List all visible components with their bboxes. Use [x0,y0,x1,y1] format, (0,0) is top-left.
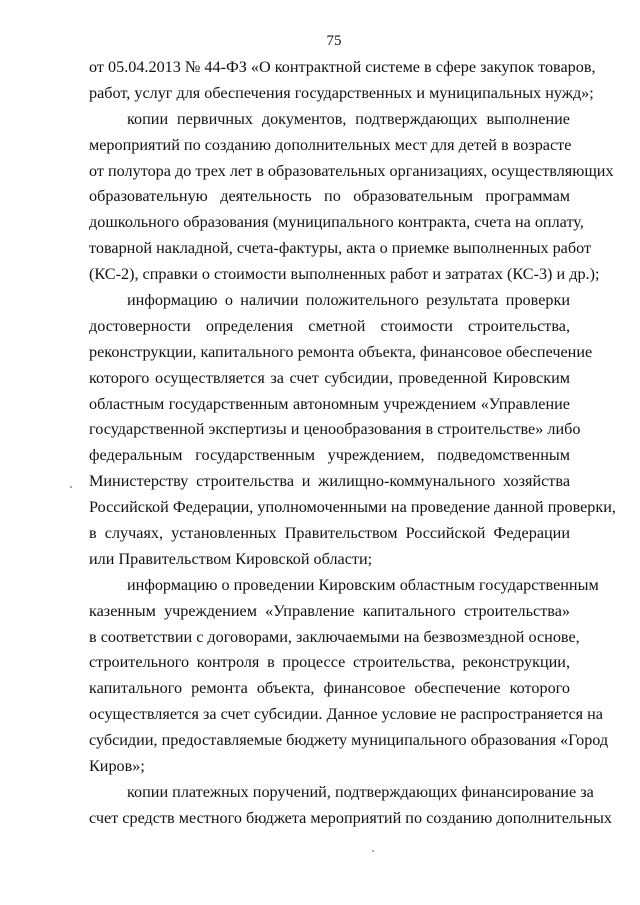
paragraph [89,288,616,573]
paragraph [89,573,609,780]
text-line: от 05.04.2013 № 44-ФЗ «О контрактной системе в сфере закупок товаров, [89,58,596,76]
paragraph [89,55,596,107]
text-line: или Правительством Кировской области; [89,549,373,568]
paragraph [89,107,614,288]
text-line: осуществляется за счет субсидии. Данное условие не распространяется на [89,705,603,724]
text-line: капитального ремонта объекта, финансовое обеспечение которого [89,679,570,698]
text-line: в соответствии с договорами, заключаемыми на безвозмездной основе, [89,627,580,646]
text-line: мероприятий по созданию дополнительных мест для детей в возрасте [89,135,572,154]
text-line: товарной накладной, счета-фактуры, акта о приемке выполненных работ [89,239,592,258]
text-line: достоверности определения сметной стоимости строительства, [89,316,570,335]
text-line: казенным учреждением «Управление капитального строительства» [89,601,570,620]
text-line: копии платежных поручений, подтверждающих финансирование за [127,782,594,801]
text-line: информацию о проведении Кировским областным государственным [127,575,599,594]
text-line: (КС-2), справки о стоимости выполненных работ и затратах (КС-3) и др.); [89,265,600,284]
scan-speck [70,486,72,488]
text-line: Министерству строительства и жилищно-коммунального хозяйства [89,472,570,491]
text-line: субсидии, предоставляемые бюджету муниципального образования «Город [89,731,609,750]
text-line: федеральным государственным учреждением, подведомственным [89,446,570,465]
text-line: образовательную деятельность по образовательным программам [89,187,570,206]
text-line: Киров»; [89,757,145,776]
scan-speck [372,850,374,852]
paragraph [89,780,612,832]
text-line: в случаях, установленных Правительством Российской Федерации [89,524,570,543]
text-line: счет средств местного бюджета мероприятий по созданию дополнительных [89,808,612,827]
text-line: информацию о наличии положительного результата проверки [127,291,570,310]
text-line: областным государственным автономным учреждением «Управление [89,394,570,413]
text-line: строительного контроля в процессе строительства, реконструкции, [89,653,570,672]
document-body [89,55,616,832]
text-line: дошкольного образования (муниципального контракта, счета на оплату, [89,213,584,232]
text-line: которого осуществляется за счет субсидии, проведенной Кировским [89,368,570,387]
page-number: 75 [326,33,342,49]
text-line: копии первичных документов, подтверждающих выполнение [127,109,570,128]
text-line: от полутора до трех лет в образовательных организациях, осуществляющих [89,161,614,180]
text-line: Российской Федерации, уполномоченными на проведение данной проверки, [89,498,616,517]
text-line: государственной экспертизы и ценообразования в строительстве» либо [89,420,581,439]
text-line: реконструкции, капитального ремонта объекта, финансовое обеспечение [89,342,593,361]
text-line: работ, услуг для обеспечения государственных и муниципальных нужд»; [89,83,594,102]
